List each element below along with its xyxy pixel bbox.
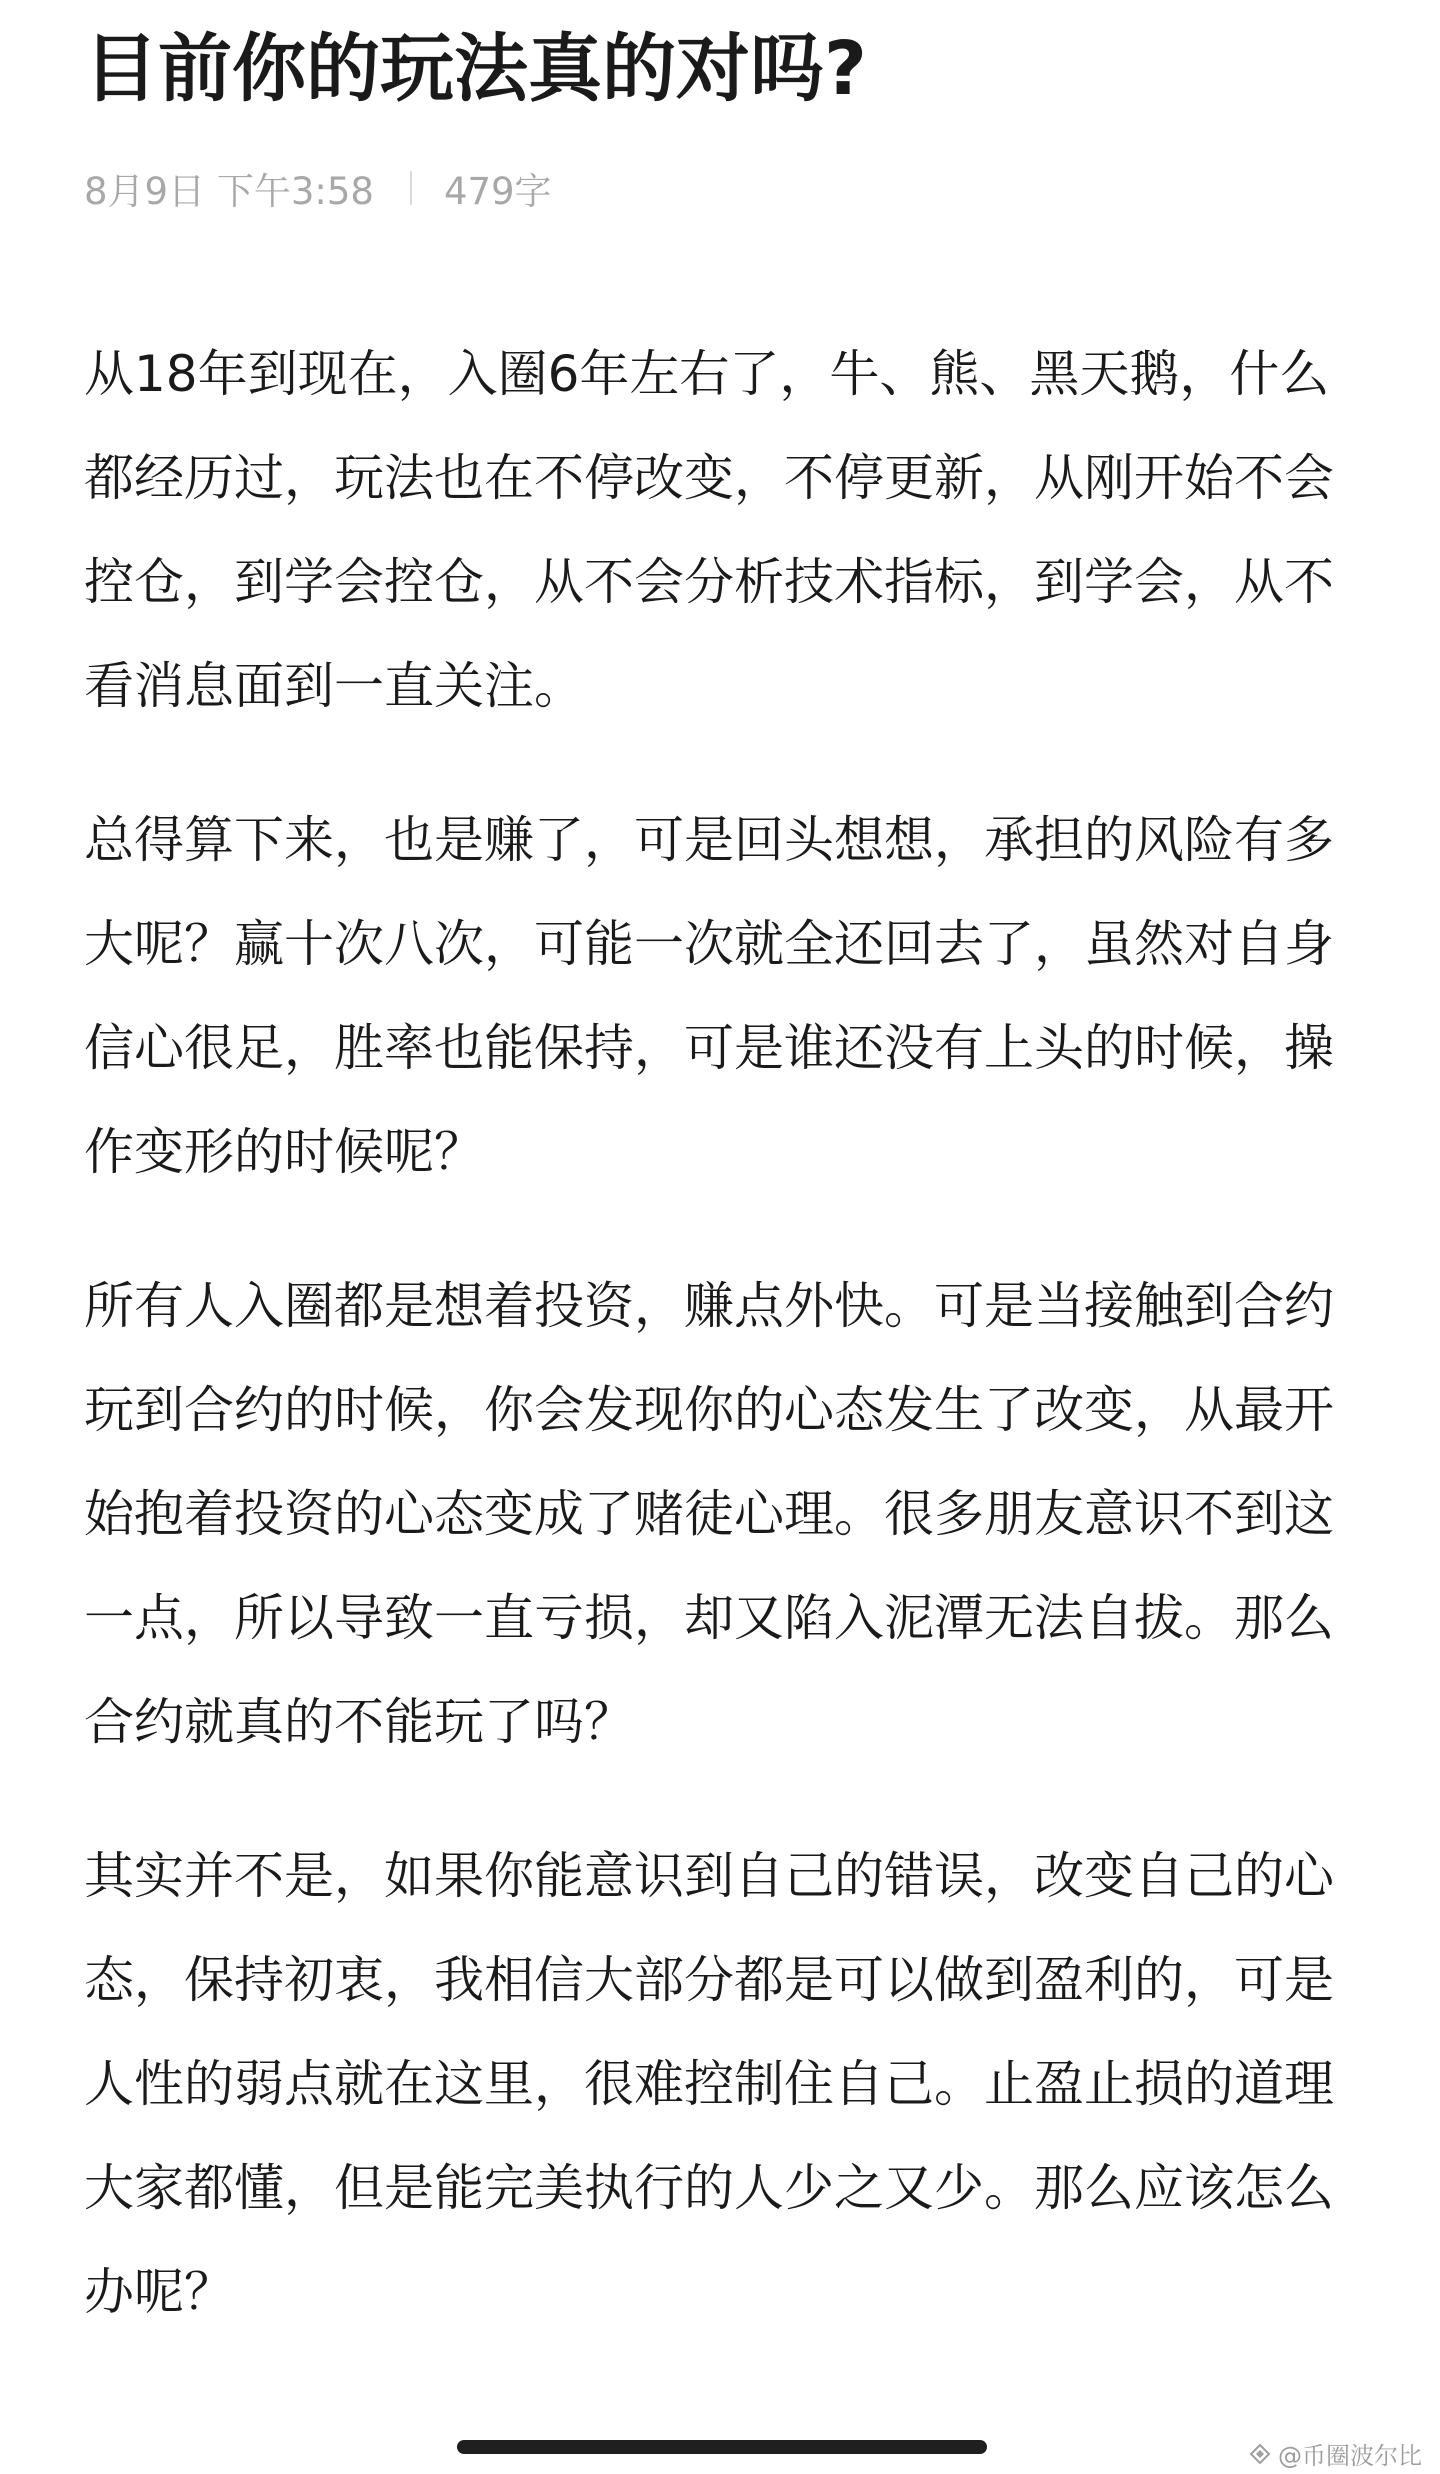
meta-divider xyxy=(410,171,412,205)
article-paragraph: 从18年到现在，入圈6年左右了，牛、熊、黑天鹅，什么都经历过，玩法也在不停改变，不停更新，从刚开始不会控仓，到学会控仓，从不会分析技术指标，到学会，从不看消息面到一直关注。 xyxy=(84,345,1334,715)
article-title: 目前你的玩法真的对吗? xyxy=(84,26,867,112)
article-date: 8月9日 下午3:58 xyxy=(84,170,374,213)
article-paragraph: 所有人入圈都是想着投资，赚点外快。可是当接触到合约玩到合约的时候，你会发现你的心态发生了改变，从最开始抱着投资的心态变成了赌徒心理。很多朋友意识不到这一点，所以导致一直亏损，却又陷入泥潭无法自拔。那么合约就真的不能玩了吗？ xyxy=(84,1277,1334,1751)
article-word-count: 479字 xyxy=(443,170,552,213)
home-indicator[interactable] xyxy=(457,2440,987,2454)
article-meta xyxy=(84,158,552,218)
article-paragraph: 总得算下来，也是赚了，可是回头想想，承担的风险有多大呢？赢十次八次，可能一次就全还回去了，虽然对自身信心很足，胜率也能保持，可是谁还没有上头的时候，操作变形的时候呢？ xyxy=(84,811,1334,1181)
watermark-logo-icon xyxy=(1248,2442,1272,2466)
watermark xyxy=(1248,2436,1422,2471)
watermark-text: @币圈波尔比 xyxy=(1278,2442,1422,2470)
article-paragraph: 其实并不是，如果你能意识到自己的错误，改变自己的心态，保持初衷，我相信大部分都是可以做到盈利的，可是人性的弱点就在这里，很难控制住自己。止盈止损的道理大家都懂，但是能完美执行的人少之又少。那么应该怎么办呢？ xyxy=(84,1847,1334,2321)
article-body xyxy=(84,322,1354,2394)
